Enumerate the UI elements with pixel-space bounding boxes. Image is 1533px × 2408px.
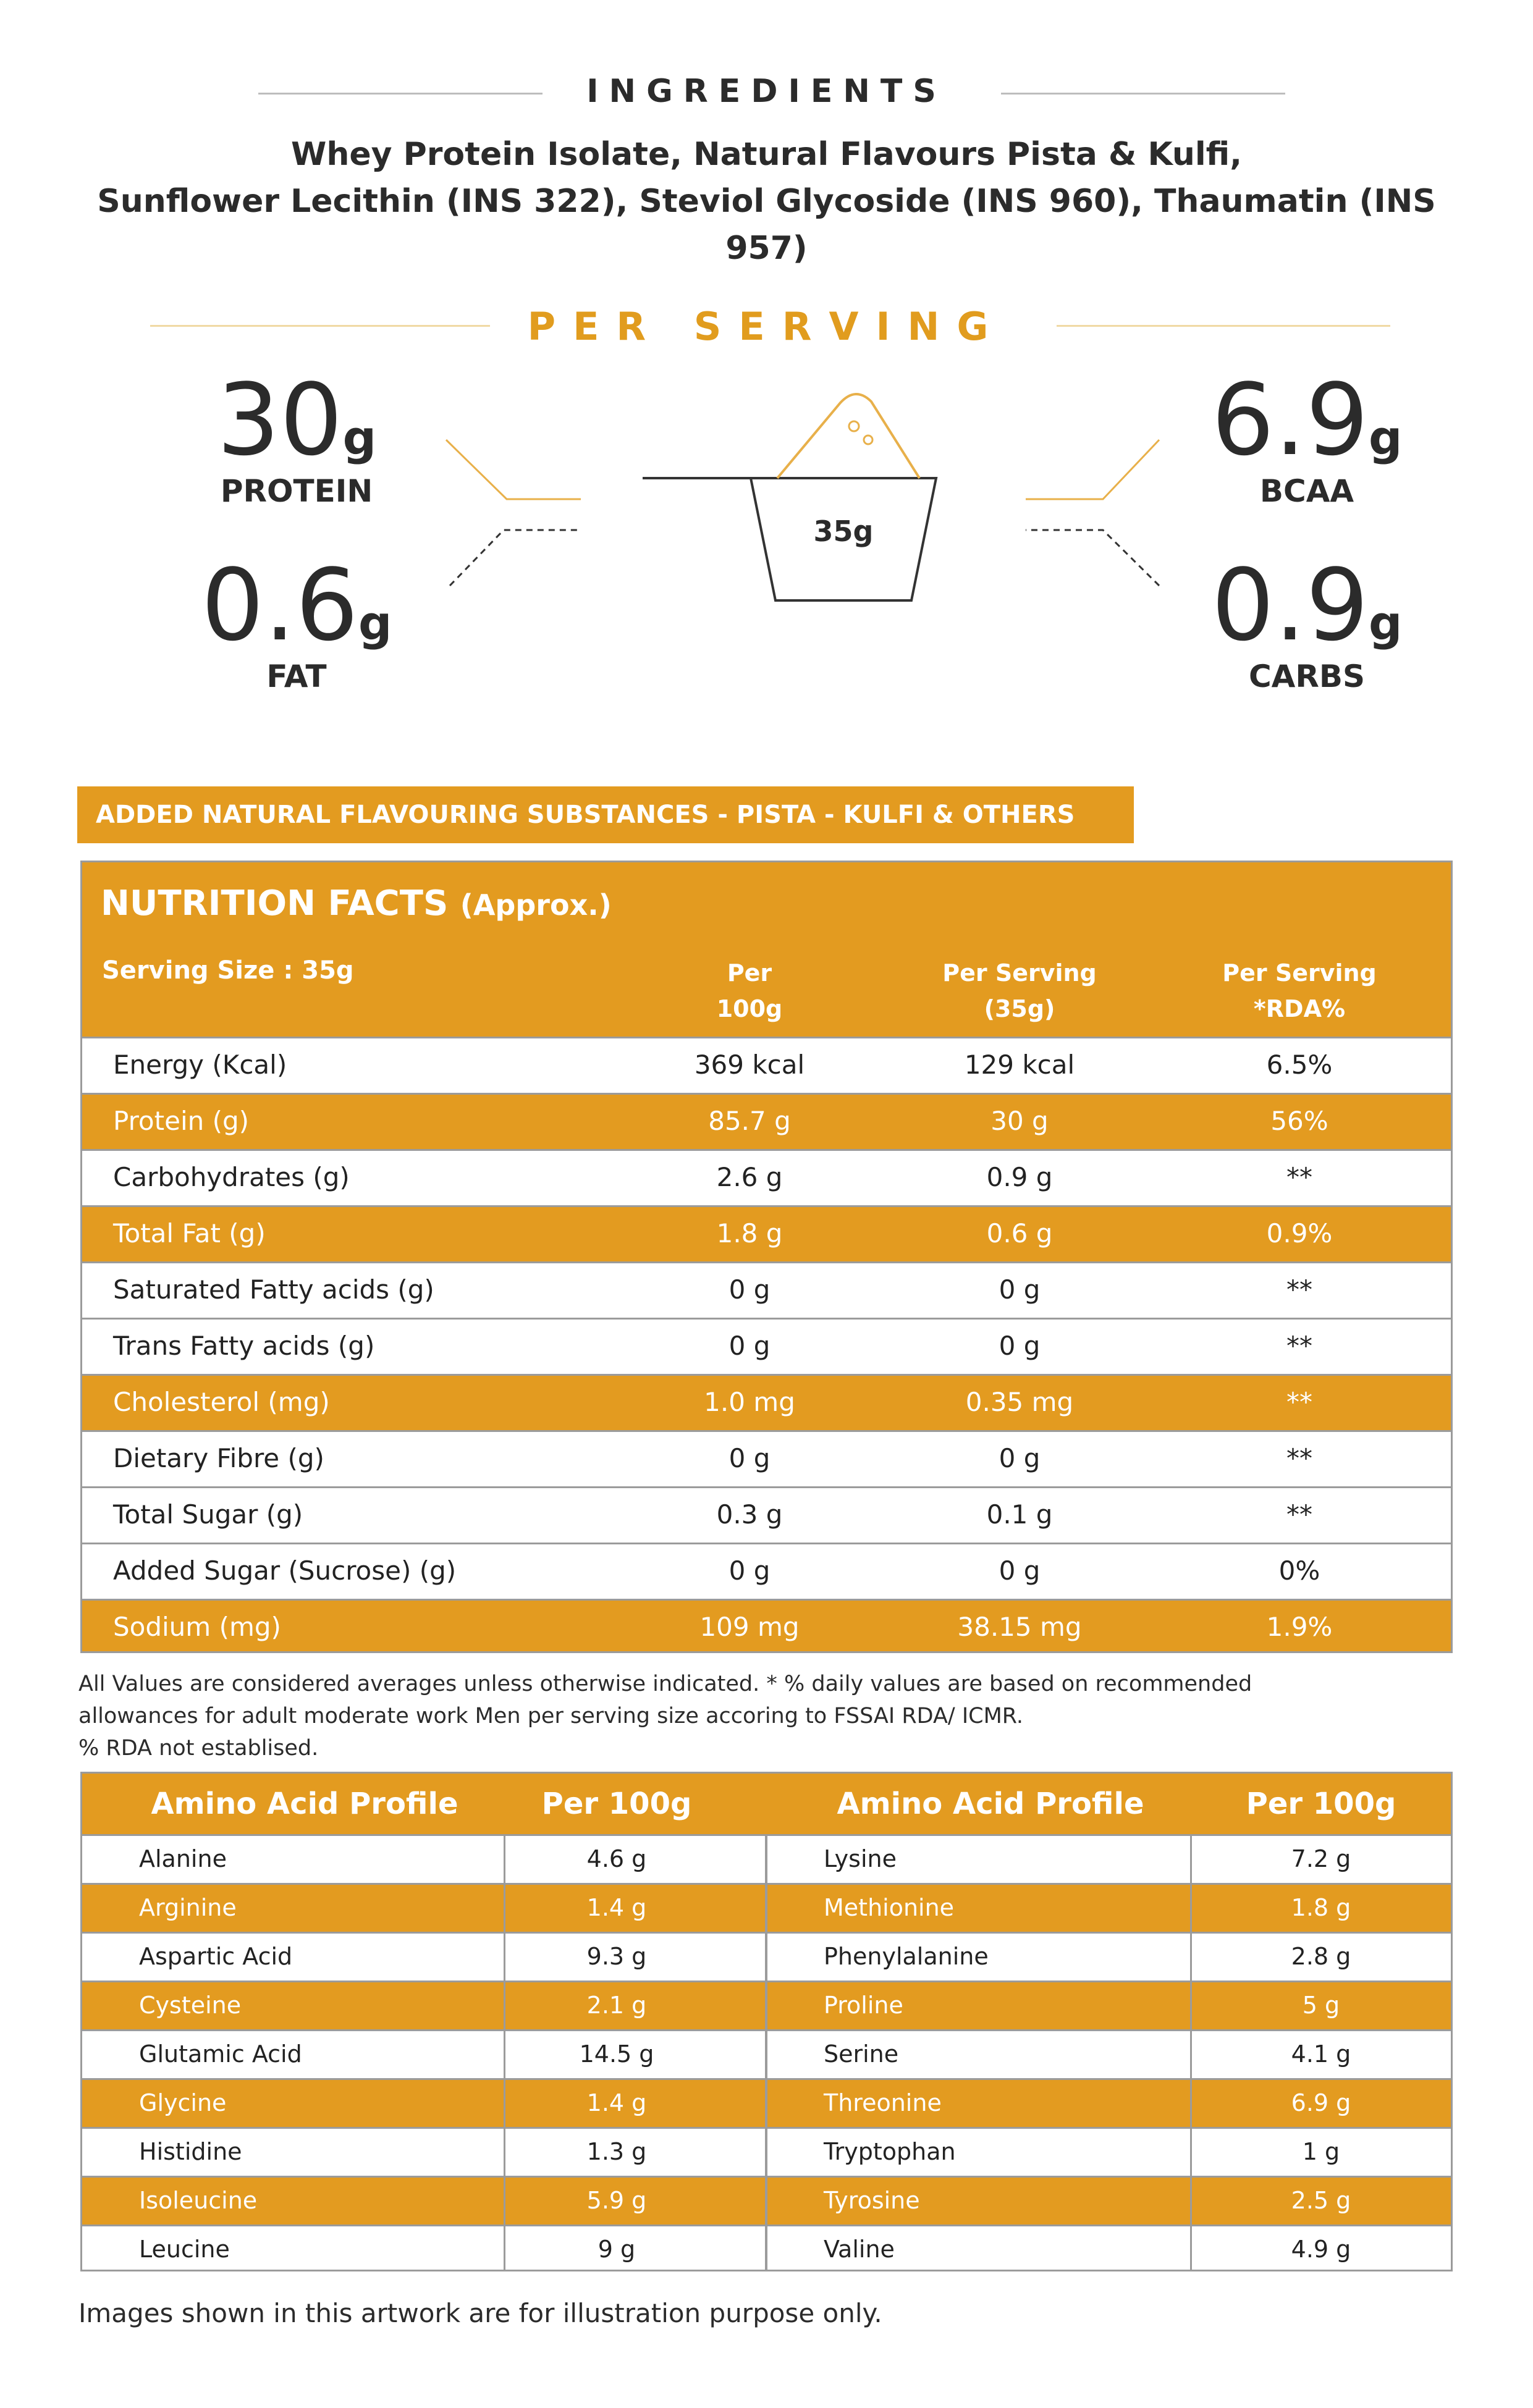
fat-label: FAT: [266, 659, 327, 694]
amino-divider-2: [765, 1834, 767, 2271]
table-row: Added Sugar (Sucrose) (g) 0 g 0 g 0%: [82, 1543, 1451, 1599]
illustration-disclaimer: Images shown in this artwork are for illustration purpose only.: [78, 2298, 882, 2328]
scoop-label: 35g: [813, 515, 874, 548]
col-header-per100: Per 100g: [716, 959, 783, 1022]
powder-particle-1: [849, 421, 859, 431]
amino-header-name-1: Amino Acid Profile: [151, 1787, 458, 1821]
serving-size: Serving Size : 35g: [102, 956, 354, 985]
stat-carbs: [1177, 547, 1437, 694]
amino-header-name-2: Amino Acid Profile: [837, 1787, 1144, 1821]
footnote-line-3: % RDA not establised.: [78, 1736, 319, 1761]
table-row: Leucine 9 g Valine 4.9 g: [82, 2225, 1451, 2270]
col-header-rda: Per Serving *RDA%: [1222, 959, 1377, 1022]
nutrition-header: [82, 862, 1451, 1037]
amino-header: [82, 1774, 1451, 1834]
protein-label: PROTEIN: [220, 473, 373, 509]
table-row: Saturated Fatty acids (g) 0 g 0 g **: [82, 1261, 1451, 1318]
ingredients-line-2: Sunflower Lecithin (INS 322), Steviol Glycoside (INS 960), Thaumatin (INS 957): [97, 183, 1436, 267]
table-row: Protein (g) 85.7 g 30 g 56%: [82, 1093, 1451, 1149]
table-row: Total Sugar (g) 0.3 g 0.1 g **: [82, 1486, 1451, 1543]
col-header-per-serving: Per Serving (35g): [942, 959, 1097, 1022]
amino-acid-table: [80, 1772, 1453, 2271]
table-row: Alanine 4.6 g Lysine 7.2 g: [82, 1834, 1451, 1883]
carbs-label: CARBS: [1248, 659, 1365, 694]
table-row: Dietary Fibre (g) 0 g 0 g **: [82, 1430, 1451, 1486]
table-row: Cysteine 2.1 g Proline 5 g: [82, 1981, 1451, 2029]
bcaa-label: BCAA: [1259, 473, 1354, 509]
bcaa-unit: g: [1369, 410, 1403, 465]
carbs-unit: g: [1369, 596, 1403, 650]
stat-bcaa: [1177, 362, 1437, 509]
table-row: Total Fat (g) 1.8 g 0.6 g 0.9%: [82, 1205, 1451, 1261]
stat-protein: [167, 362, 426, 509]
nutrition-facts-table: [80, 861, 1453, 1653]
nutrition-title-suffix: (Approx.): [460, 888, 612, 922]
table-row: Histidine 1.3 g Tryptophan 1 g: [82, 2127, 1451, 2176]
protein-value: 30: [217, 362, 343, 478]
table-row: Energy (Kcal) 369 kcal 129 kcal 6.5%: [82, 1037, 1451, 1093]
amino-header-value-1: Per 100g: [541, 1787, 692, 1821]
footnote-line-2: allowances for adult moderate work Men per serving size accoring to FSSAI RDA/ ICMR.: [78, 1704, 1023, 1728]
table-row: Glutamic Acid 14.5 g Serine 4.1 g: [82, 2029, 1451, 2078]
amino-divider-3: [1190, 1834, 1192, 2271]
protein-connector: [446, 440, 581, 499]
fat-value: 0.6: [201, 547, 359, 663]
nutrition-footnote: [78, 1668, 1438, 1764]
stat-fat: [167, 547, 426, 694]
powder-heap: [777, 394, 919, 478]
bcaa-value: 6.9: [1211, 362, 1369, 478]
protein-unit: g: [342, 410, 376, 465]
table-row: Isoleucine 5.9 g Tyrosine 2.5 g: [82, 2176, 1451, 2225]
footnote-line-1: All Values are considered averages unless otherwise indicated. * % daily values are based on recommended: [78, 1672, 1252, 1696]
ingredients-title: INGREDIENTS: [586, 73, 947, 110]
table-row: Sodium (mg) 109 mg 38.15 mg 1.9%: [82, 1599, 1451, 1651]
flavouring-banner: ADDED NATURAL FLAVOURING SUBSTANCES - PISTA - KULFI & OTHERS: [77, 786, 1134, 843]
bcaa-connector: [1026, 440, 1159, 499]
powder-particle-2: [864, 436, 872, 444]
fat-unit: g: [358, 596, 392, 650]
amino-divider-1: [504, 1834, 505, 2271]
carbs-value: 0.9: [1211, 547, 1369, 663]
table-row: Cholesterol (mg) 1.0 mg 0.35 mg **: [82, 1374, 1451, 1430]
carbs-connector: [1026, 530, 1159, 586]
amino-header-value-2: Per 100g: [1246, 1787, 1396, 1821]
table-row: Aspartic Acid 9.3 g Phenylalanine 2.8 g: [82, 1932, 1451, 1981]
table-row: Trans Fatty acids (g) 0 g 0 g **: [82, 1318, 1451, 1374]
ingredients-line-1: Whey Protein Isolate, Natural Flavours Pista & Kulfi,: [291, 136, 1242, 173]
table-row: Arginine 1.4 g Methionine 1.8 g: [82, 1883, 1451, 1932]
fat-connector: [450, 530, 581, 586]
table-row: Glycine 1.4 g Threonine 6.9 g: [82, 2078, 1451, 2127]
nutrition-title: NUTRITION FACTS (Approx.): [101, 883, 612, 924]
table-row: Carbohydrates (g) 2.6 g 0.9 g **: [82, 1149, 1451, 1205]
per-serving-title: PER SERVING: [527, 304, 1006, 349]
